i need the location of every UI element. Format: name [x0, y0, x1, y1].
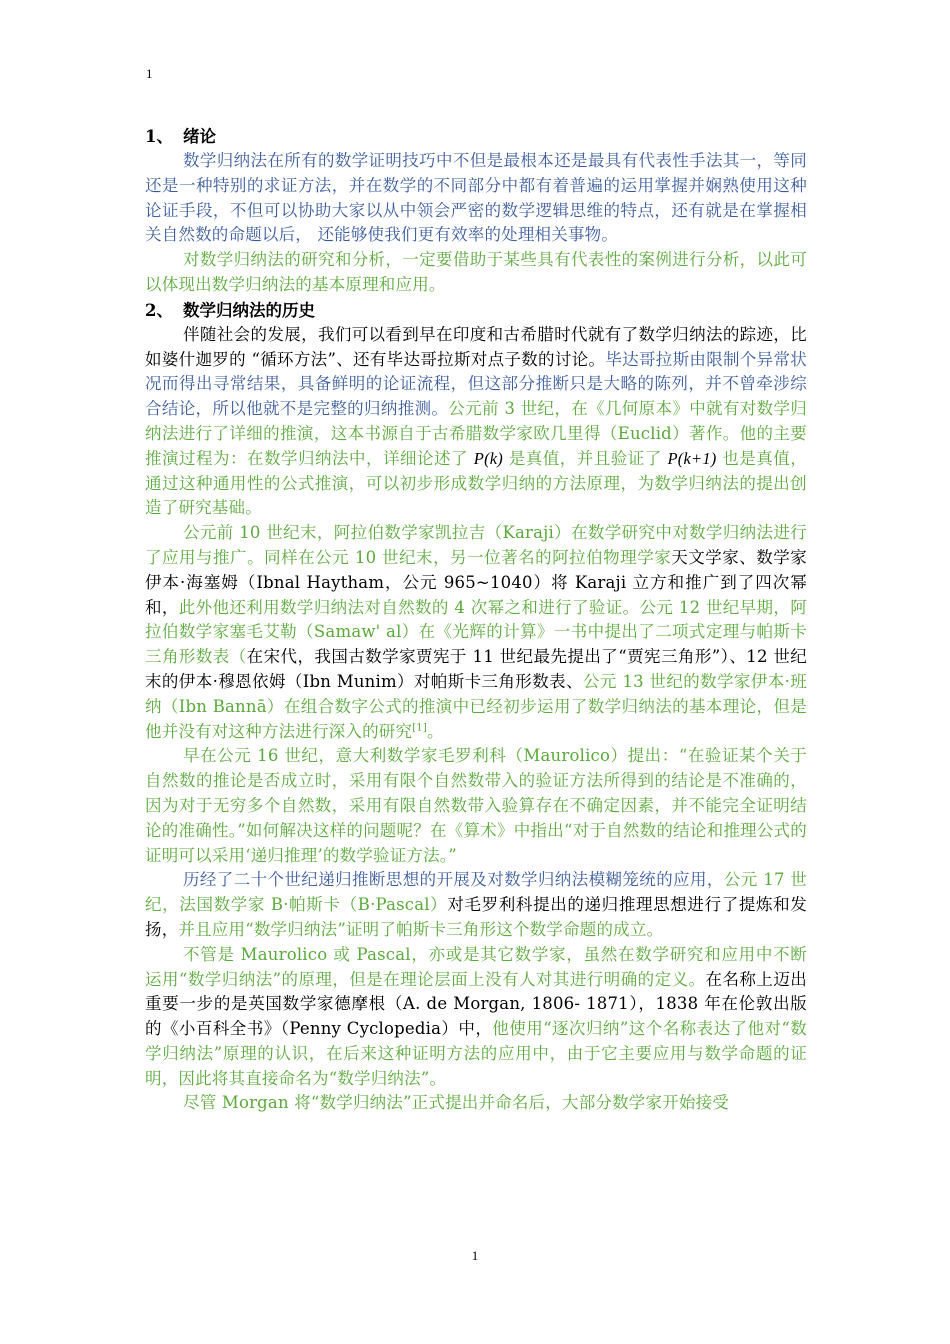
- text-run: 公元 13 世纪的数学家伊本·班纳（Ibn Bannā）在组合数字公式的推演中已经初步运用了数学归纳法的基本理论，但是他并没有对这种方法进行深入的研究: [145, 671, 807, 741]
- document-body: [145, 124, 807, 1116]
- text-run: 伴随社会的发展，我们可以看到早在印度和古希腊时代就有了数学归纳法的踪迹，比如婆什迦罗的 “循环方法”、还有毕达哥拉斯对点子数的讨论。: [145, 324, 807, 369]
- text-run: 不管是 Maurolico 或 Pascal，亦或是其它数学家，虽然在数学研究和应用中不断运用“数学归纳法”的原理，但是在理论层面上没有人对其进行明确的定义。: [145, 944, 807, 989]
- math-expression: P(k+1): [667, 448, 717, 468]
- paragraph: [145, 323, 807, 521]
- text-run: 对数学归纳法的研究和分析，一定要借助于某些具有代表性的案例进行分析，以此可以体现出数学归纳法的基本原理和应用。: [145, 250, 807, 294]
- text-run: 历经了二十个世纪递归推断思想的开展及对数学归纳法模糊笼统的应用，: [183, 870, 724, 890]
- paragraph: [145, 1091, 807, 1116]
- section-1-heading: [145, 124, 807, 149]
- footer-page-number: 1: [471, 1248, 479, 1263]
- section-1-title: 绪论: [183, 127, 216, 146]
- text-run: 公元 17 世纪，法国数学家 B·帕斯卡（B·Pascal）: [145, 870, 807, 915]
- text-run: 。: [426, 721, 444, 741]
- text-run: 早在公元 16 世纪，意大利数学家毛罗利科（Maurolico）提出：“在验证某个关于自然数的推论是否成立时，采用有限个自然数带入的验证方法所得到的结论是不准确的，因为对于无穷多个自然数，采用有限自然数带入验算存在不确定因素，并不能完全证明结论的准确性。”如何解决这样的问题呢？在《算术》中指出“对于自然数的结论和推理公式的证明可以采用‘递归推理’的数学验证方法。”: [145, 746, 807, 865]
- text-run: 并且应用“数学归纳法”证明了帕斯卡三角形这个数学命题的成立。: [178, 919, 664, 939]
- section-2-title: 数学归纳法的历史: [183, 300, 315, 320]
- text-run: 公元前 3 世纪，在《几何原本》中就有对数学归纳法进行了详细的推演，这本书源自于古希腊数学家欧几里得（Euclid）著作。他的主要推演过程为：在数学归纳法中，详细论述了: [145, 399, 807, 468]
- paragraph: [145, 744, 807, 868]
- paragraph: [145, 149, 807, 248]
- paragraph: [145, 943, 807, 1092]
- header-page-number: 1: [146, 66, 153, 81]
- text-run: 也是真值，通过这种通用性的公式推演，可以初步形成数学归纳的方法原理，为数学归纳法的提出创造了研究基础。: [145, 448, 807, 518]
- section-1-number: 1、: [145, 127, 173, 146]
- paragraph: [145, 521, 807, 744]
- text-run: 尽管 Morgan 将“数学归纳法”正式提出并命名后，大部分数学家开始接受: [183, 1093, 730, 1113]
- text-run: 在名称上迈出重要一步的是英国数学家德摩根（A. de Morgan, 1806- 1871），1838 年在伦敦出版的《小百科全书》（Penny Cyclopedia）中，: [145, 969, 807, 1039]
- text-run: 此外他还利用数学归纳法对自然数的 4 次幂之和进行了验证。公元 12 世纪早期，阿拉伯数学家塞毛艾勒（Samaw' al）在《光辉的计算》一书中提出了二项式定理与帕斯卡三角形数表（: [145, 597, 807, 667]
- text-run: 对毛罗利科提出的递归推理思想进行了提炼和发扬，: [145, 895, 808, 939]
- text-run: 数学归纳法在所有的数学证明技巧中不但是最根本还是最具有代表性手法其一，等同还是一种特别的求证方法，并在数学的不同部分中都有着普遍的运用掌握并娴熟使用这种论证手段，不但可以协助大家以从中领会严密的数学逻辑思维的特点，还有就是在掌握相关自然数的命题以后， 还能够使我们更有效率的处理相关事物。: [145, 151, 807, 245]
- paragraph: [145, 868, 807, 942]
- text-run: 公元前 10 世纪末，阿拉伯数学家凯拉吉（Karaji）在数学研究中对数学归纳法进行了应用与推广。同样在公元 10 世纪末，另一位著名的阿拉伯物理学家: [145, 523, 807, 567]
- citation-reference: [1]: [412, 722, 427, 734]
- section-2-heading: [145, 298, 807, 323]
- text-run: 他使用“逐次归纳”这个名称表达了他对“数学归纳法”原理的认识，在后来这种证明方法的应用中，由于它主要应用与数学命题的证明，因此将其直接命名为“数学归纳法”。: [145, 1019, 807, 1088]
- text-run: 是真值，并且验证了: [508, 448, 662, 468]
- paragraph: [145, 248, 807, 298]
- text-run: 毕达哥拉斯由限制个异常状况而得出寻常结果，具备鲜明的论证流程，但这部分推断只是大略的陈列，并不曾牵涉综合结论，所以他就不是完整的归纳推测。: [145, 349, 807, 419]
- text-run: 天文学家、数学家伊本·海塞姆（Ibnal Haytham，公元 965~1040）将 Karaji 立方和推广到了四次幂和，: [145, 547, 807, 617]
- section-2-number: 2、: [145, 300, 173, 320]
- math-expression: P(k): [473, 448, 503, 468]
- text-run: 在宋代，我国古数学家贾宪于 11 世纪最先提出了“贾宪三角形”）、12 世纪末的伊本·穆恩依姆（Ibn Munim）对帕斯卡三角形数表、: [145, 647, 807, 691]
